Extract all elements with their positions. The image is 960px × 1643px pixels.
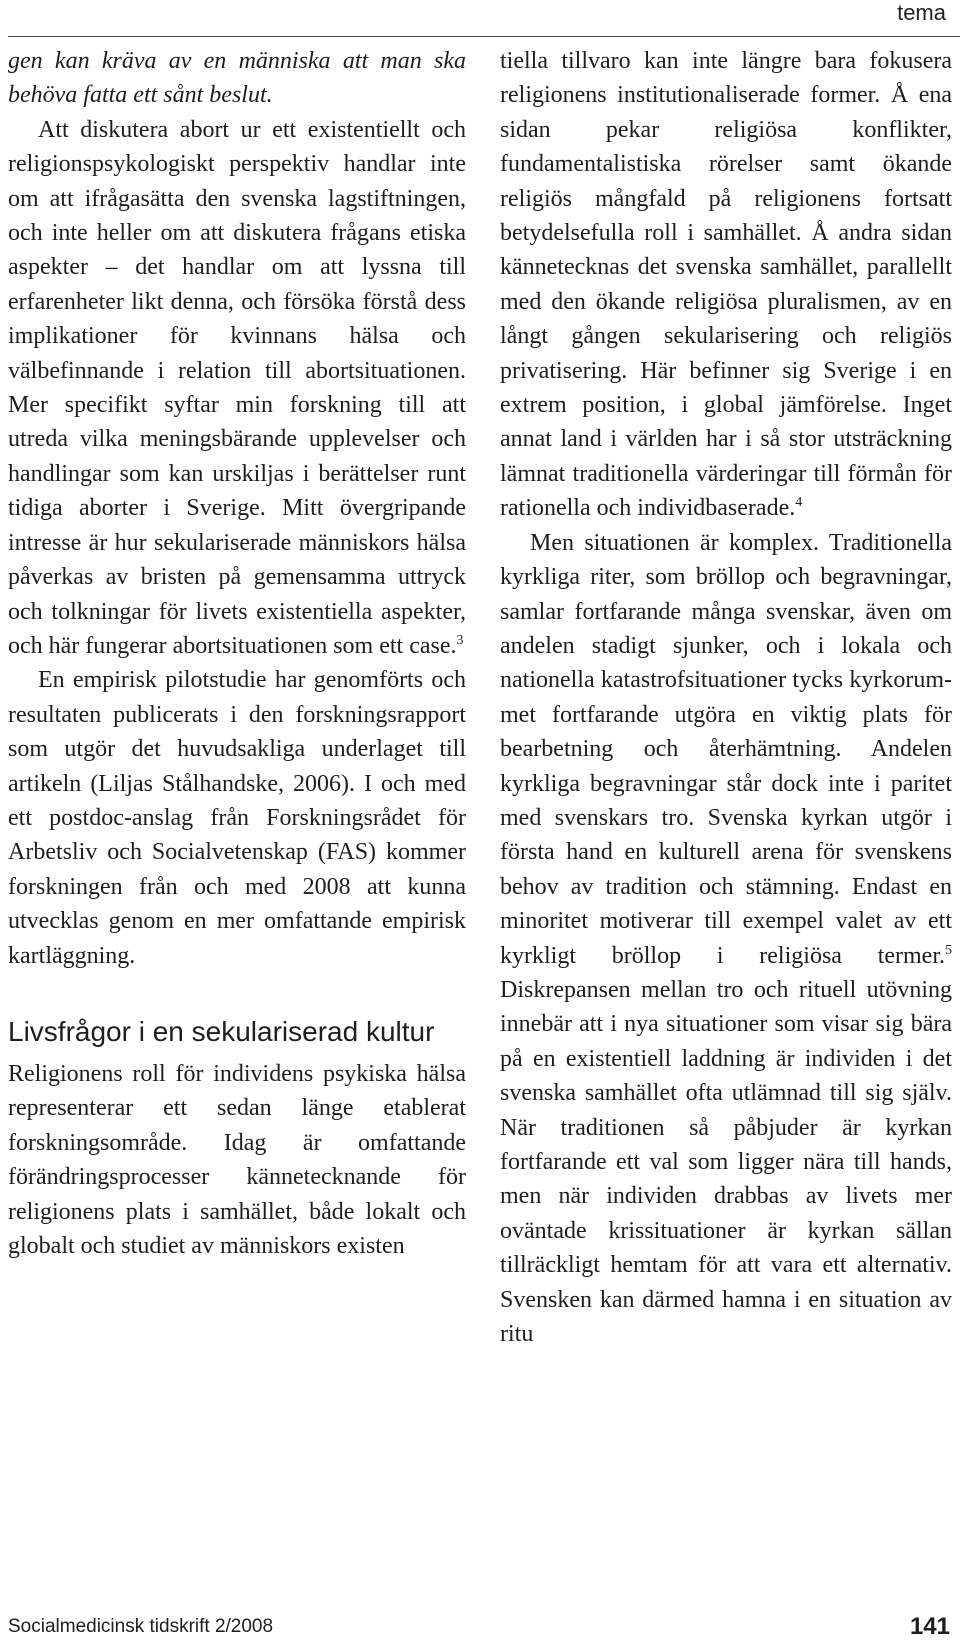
footnote-ref: 4	[795, 495, 803, 511]
header-divider	[8, 36, 960, 37]
section-tag: tema	[897, 0, 946, 25]
intro-quote: gen kan kräva av en människa att man ska behöva fatta ett sånt beslut.	[8, 48, 466, 109]
paragraph-text: Men situationen är komplex. Traditionella kyrkliga riter, som bröllop och begravningar, samlar fortfarande många svenskar, även om andelen stadigt sjunker, och i lokala och nationella katastrofsituationer tycks kyrkorummet fortfarande utgöra en viktig plats för bearbetning och återhämtning. Andelen kyrkliga begravningar står dock inte i paritet med svenskars tro. Svenska kyrkan utgör i första hand en kulturell arena för svenskens behov av tradition och stämning. Endast en minoritet motiverar till exempel valet av ett kyrkligt bröllop i religiösa termer.	[500, 529, 952, 969]
paragraph	[8, 113, 466, 664]
paragraph: En empirisk pilotstudie har genomförts och resultaten publicerats i den forskningsrapport som utgör det huvudsakliga underlaget till artikeln (Liljas Stålhandske, 2006). I och med ett postdoc-anslag från Forskningsrådet för Arbetsliv och Socialvetenskap (FAS) kommer forskningen från och med 2008 att kunna utvecklas genom en mer omfattande empirisk kartläggning.	[8, 667, 466, 969]
paragraph	[500, 526, 952, 1352]
right-column	[500, 44, 952, 1351]
footnote-ref: 5	[945, 942, 952, 958]
paragraph-text: tiella tillvaro kan inte längre bara fokusera religionens institutionaliserade former. Å ena sidan pekar religiösa konflikter, fundamentalistiska rörelser samt ökande religiös mångfald på religionens fortsatt betydelsefulla roll i samhället. Å andra sidan kännetecknas det svenska samhället, parallellt med den ökande religiösa pluralismen, av en långt gången sekularisering och religiös privatisering. Här befinner sig Sverige i en extrem position, i global jämförelse. Inget annat land i världen har i så stor utsträckning lämnat traditionella värderingar till förmån för rationella och individbaserade.	[500, 48, 952, 522]
paragraph-text: Att diskutera abort ur ett existentiellt och religionspsykologiskt perspektiv handlar inte om att ifrågasätta den svenska lagstiftningen, och inte heller om att diskutera frågans etiska aspekter – det handlar om att lyssna till erfarenheter likt denna, och försöka förstå dess implikationer för kvinnans hälsa och välbefinnande i relation till abortsituationen. Mer specifikt syftar min forskning till att utreda vilka meningsbärande upplevelser och handlingar som kan urskiljas i berättelser runt tidiga aborter i Sverige. Mitt övergripande intresse är hur sekulariserade människors hälsa påverkas av bristen på gemensamma uttryck och tolkningar för livets existentiella aspekter, och här fungerar abortsituationen som ett case.	[8, 116, 466, 659]
paragraph: Religionens roll för individens psykiska hälsa representerar ett sedan länge etablerat forskningsområde. Idag är omfattande förändringsprocesser kännetecknande för religionens plats i samhället, både lokalt och globalt och studiet av människors existen	[8, 1060, 466, 1259]
page-number: 141	[909, 1613, 950, 1640]
left-column	[8, 44, 466, 1263]
paragraph-text: Diskrepansen mellan tro och rituell utövning innebär att i nya situationer som visar sig bära på en existentiell laddning är individen i det svenska samhället ofta utlämnad till sig själv. När traditionen så påbjuder är kyrkan fortfarande ett val som ligger nära till hands, men när individen drabbas av livets mer oväntade krissituationer är kyrkan sällan tillräckligt hemtam för att vara ett alternativ. Svensken kan därmed hamna i en situation av ritu	[500, 976, 952, 1348]
footnote-ref: 3	[456, 632, 464, 648]
journal-name: Socialmedicinsk tidskrift 2/2008	[8, 1616, 274, 1637]
paragraph	[500, 44, 952, 526]
section-heading: Livsfrågor i en sekulariserad kultur	[8, 1015, 435, 1047]
